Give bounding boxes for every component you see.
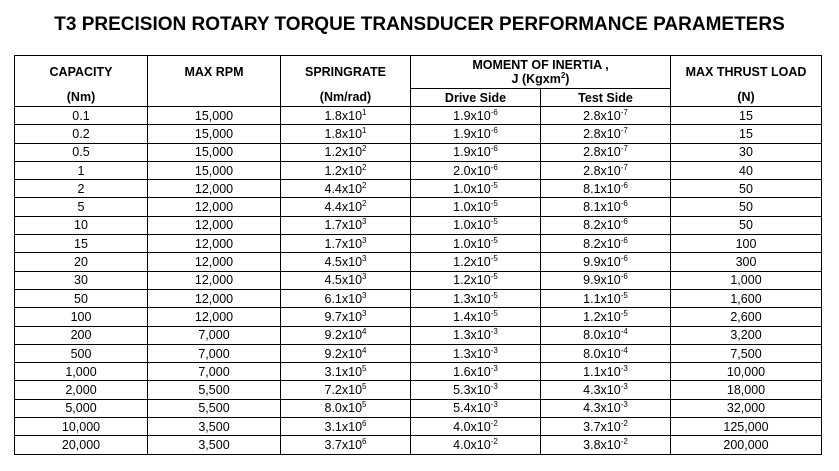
cell-capacity: 200 — [15, 326, 148, 344]
cell-springrate: $9.2x10^4$ — [281, 326, 411, 344]
cell-springrate: $7.2x10^5$ — [281, 381, 411, 399]
cell-max-rpm: 12,000 — [148, 180, 281, 198]
cell-max-thrust: 50 — [671, 180, 822, 198]
cell-capacity: 1,000 — [15, 363, 148, 381]
table-row — [15, 180, 822, 198]
cell-test-side: $1.2x10^{-5}$ — [541, 308, 671, 326]
cell-drive-side: $1.3x10^{-3}$ — [411, 344, 541, 362]
cell-test-side: $8.0x10^{-4}$ — [541, 344, 671, 362]
cell-springrate: $1.7x10^3$ — [281, 235, 411, 253]
table-row — [15, 289, 822, 307]
cell-test-side: $8.2x10^{-6}$ — [541, 216, 671, 234]
table-row — [15, 198, 822, 216]
cell-max-rpm: 12,000 — [148, 289, 281, 307]
cell-drive-side: $1.2x10^{-5}$ — [411, 271, 541, 289]
cell-springrate: $3.1x10^6$ — [281, 418, 411, 436]
table-row — [15, 271, 822, 289]
cell-springrate: $1.2x10^2$ — [281, 161, 411, 179]
cell-max-thrust: 2,600 — [671, 308, 822, 326]
cell-max-rpm: 12,000 — [148, 253, 281, 271]
cell-springrate: $4.4x10^2$ — [281, 198, 411, 216]
cell-drive-side: $1.9x10^{-6}$ — [411, 107, 541, 125]
table-row — [15, 418, 822, 436]
cell-test-side: $1.1x10^{-3}$ — [541, 363, 671, 381]
cell-max-thrust: 7,500 — [671, 344, 822, 362]
cell-max-thrust: 125,000 — [671, 418, 822, 436]
cell-capacity: 1 — [15, 161, 148, 179]
cell-capacity: 10,000 — [15, 418, 148, 436]
subheader-test-side: Test Side — [541, 89, 671, 107]
cell-test-side: $8.1x10^{-6}$ — [541, 198, 671, 216]
table-row — [15, 381, 822, 399]
cell-drive-side: $1.2x10^{-5}$ — [411, 253, 541, 271]
header-springrate: SPRINGRATE — [281, 56, 411, 89]
cell-max-rpm: 5,500 — [148, 399, 281, 417]
cell-test-side: $2.8x10^{-7}$ — [541, 161, 671, 179]
cell-test-side: $3.7x10^{-2}$ — [541, 418, 671, 436]
cell-springrate: $9.2x10^4$ — [281, 344, 411, 362]
cell-test-side: $4.3x10^{-3}$ — [541, 399, 671, 417]
cell-capacity: 0.5 — [15, 143, 148, 161]
cell-test-side: $2.8x10^{-7}$ — [541, 125, 671, 143]
table-row — [15, 344, 822, 362]
cell-test-side: $8.1x10^{-6}$ — [541, 180, 671, 198]
cell-capacity: 5 — [15, 198, 148, 216]
cell-drive-side: $5.3x10^{-3}$ — [411, 381, 541, 399]
cell-springrate: $1.2x10^2$ — [281, 143, 411, 161]
cell-max-rpm: 12,000 — [148, 308, 281, 326]
cell-capacity: 0.2 — [15, 125, 148, 143]
subheader-row — [15, 89, 822, 107]
table-row — [15, 399, 822, 417]
cell-drive-side: $1.4x10^{-5}$ — [411, 308, 541, 326]
cell-drive-side: $1.3x10^{-3}$ — [411, 326, 541, 344]
subheader-drive-side: Drive Side — [411, 89, 541, 107]
cell-drive-side: $1.9x10^{-6}$ — [411, 143, 541, 161]
cell-capacity: 50 — [15, 289, 148, 307]
cell-test-side: $2.8x10^{-7}$ — [541, 143, 671, 161]
cell-capacity: 15 — [15, 235, 148, 253]
cell-max-thrust: 50 — [671, 216, 822, 234]
header-max-rpm: MAX RPM — [148, 56, 281, 89]
table-row — [15, 216, 822, 234]
cell-max-rpm: 12,000 — [148, 235, 281, 253]
cell-springrate: $3.7x10^6$ — [281, 436, 411, 454]
cell-capacity: 5,000 — [15, 399, 148, 417]
header-capacity: CAPACITY — [15, 56, 148, 89]
cell-max-thrust: 300 — [671, 253, 822, 271]
cell-max-thrust: 15 — [671, 107, 822, 125]
cell-springrate: $1.7x10^3$ — [281, 216, 411, 234]
cell-drive-side: $4.0x10^{-2}$ — [411, 436, 541, 454]
cell-max-thrust: 32,000 — [671, 399, 822, 417]
cell-test-side: $9.9x10^{-6}$ — [541, 271, 671, 289]
cell-max-rpm: 15,000 — [148, 125, 281, 143]
cell-max-rpm: 3,500 — [148, 436, 281, 454]
cell-test-side: $8.0x10^{-4}$ — [541, 326, 671, 344]
cell-max-thrust: 18,000 — [671, 381, 822, 399]
cell-drive-side: $1.3x10^{-5}$ — [411, 289, 541, 307]
cell-springrate: $4.5x10^3$ — [281, 271, 411, 289]
document-title: T3 PRECISION ROTARY TORQUE TRANSDUCER PERFORMANCE PARAMETERS — [54, 14, 785, 35]
cell-max-rpm: 15,000 — [148, 143, 281, 161]
cell-max-thrust: 100 — [671, 235, 822, 253]
cell-drive-side: $4.0x10^{-2}$ — [411, 418, 541, 436]
cell-capacity: 20 — [15, 253, 148, 271]
cell-drive-side: $1.0x10^{-5}$ — [411, 198, 541, 216]
cell-springrate: $8.0x10^5$ — [281, 399, 411, 417]
cell-capacity: 30 — [15, 271, 148, 289]
cell-max-rpm: 5,500 — [148, 381, 281, 399]
table-row — [15, 143, 822, 161]
cell-capacity: 100 — [15, 308, 148, 326]
cell-max-thrust: 15 — [671, 125, 822, 143]
subheader-capacity-unit: (Nm) — [15, 89, 148, 107]
header-max-thrust-load: MAX THRUST LOAD — [671, 56, 822, 89]
subheader-max-rpm-blank — [148, 89, 281, 107]
cell-drive-side: $5.4x10^{-3}$ — [411, 399, 541, 417]
cell-max-thrust: 1,600 — [671, 289, 822, 307]
cell-springrate: $9.7x10^3$ — [281, 308, 411, 326]
cell-drive-side: $1.0x10^{-5}$ — [411, 180, 541, 198]
cell-max-thrust: 10,000 — [671, 363, 822, 381]
cell-max-rpm: 12,000 — [148, 216, 281, 234]
cell-max-rpm: 15,000 — [148, 161, 281, 179]
cell-springrate: $3.1x10^5$ — [281, 363, 411, 381]
cell-drive-side: $1.9x10^{-6}$ — [411, 125, 541, 143]
cell-max-thrust: 30 — [671, 143, 822, 161]
cell-max-rpm: 12,000 — [148, 198, 281, 216]
cell-max-thrust: 50 — [671, 198, 822, 216]
table-row — [15, 125, 822, 143]
table-row — [15, 235, 822, 253]
table-row — [15, 107, 822, 125]
cell-max-rpm: 7,000 — [148, 326, 281, 344]
cell-max-thrust: 1,000 — [671, 271, 822, 289]
cell-max-rpm: 7,000 — [148, 363, 281, 381]
table-row — [15, 161, 822, 179]
table-row — [15, 326, 822, 344]
table-row — [15, 253, 822, 271]
header-row — [15, 56, 822, 89]
cell-max-thrust: 40 — [671, 161, 822, 179]
cell-max-rpm: 7,000 — [148, 344, 281, 362]
cell-drive-side: $1.0x10^{-5}$ — [411, 216, 541, 234]
cell-springrate: $1.8x10^1$ — [281, 125, 411, 143]
cell-springrate: $4.4x10^2$ — [281, 180, 411, 198]
table-row — [15, 363, 822, 381]
cell-drive-side: $1.0x10^{-5}$ — [411, 235, 541, 253]
cell-capacity: 0.1 — [15, 107, 148, 125]
table-row — [15, 436, 822, 454]
performance-parameters-table — [14, 55, 822, 455]
cell-test-side: $3.8x10^{-2}$ — [541, 436, 671, 454]
cell-max-rpm: 12,000 — [148, 271, 281, 289]
subheader-max-thrust-unit: (N) — [671, 89, 822, 107]
cell-max-thrust: 3,200 — [671, 326, 822, 344]
cell-test-side: $9.9x10^{-6}$ — [541, 253, 671, 271]
subheader-springrate-unit: (Nm/rad) — [281, 89, 411, 107]
cell-capacity: 500 — [15, 344, 148, 362]
cell-capacity: 10 — [15, 216, 148, 234]
cell-drive-side: $2.0x10^{-6}$ — [411, 161, 541, 179]
cell-max-thrust: 200,000 — [671, 436, 822, 454]
cell-capacity: 20,000 — [15, 436, 148, 454]
header-moment-of-inertia: MOMENT OF INERTIA , J (Kgxm$^2$) — [411, 56, 671, 89]
cell-springrate: $6.1x10^3$ — [281, 289, 411, 307]
cell-capacity: 2,000 — [15, 381, 148, 399]
cell-springrate: $1.8x10^1$ — [281, 107, 411, 125]
cell-drive-side: $1.6x10^{-3}$ — [411, 363, 541, 381]
table-row — [15, 308, 822, 326]
cell-test-side: $1.1x10^{-5}$ — [541, 289, 671, 307]
cell-max-rpm: 3,500 — [148, 418, 281, 436]
cell-springrate: $4.5x10^3$ — [281, 253, 411, 271]
cell-capacity: 2 — [15, 180, 148, 198]
table-body — [15, 107, 822, 455]
cell-max-rpm: 15,000 — [148, 107, 281, 125]
cell-test-side: $4.3x10^{-3}$ — [541, 381, 671, 399]
cell-test-side: $8.2x10^{-6}$ — [541, 235, 671, 253]
cell-test-side: $2.8x10^{-7}$ — [541, 107, 671, 125]
